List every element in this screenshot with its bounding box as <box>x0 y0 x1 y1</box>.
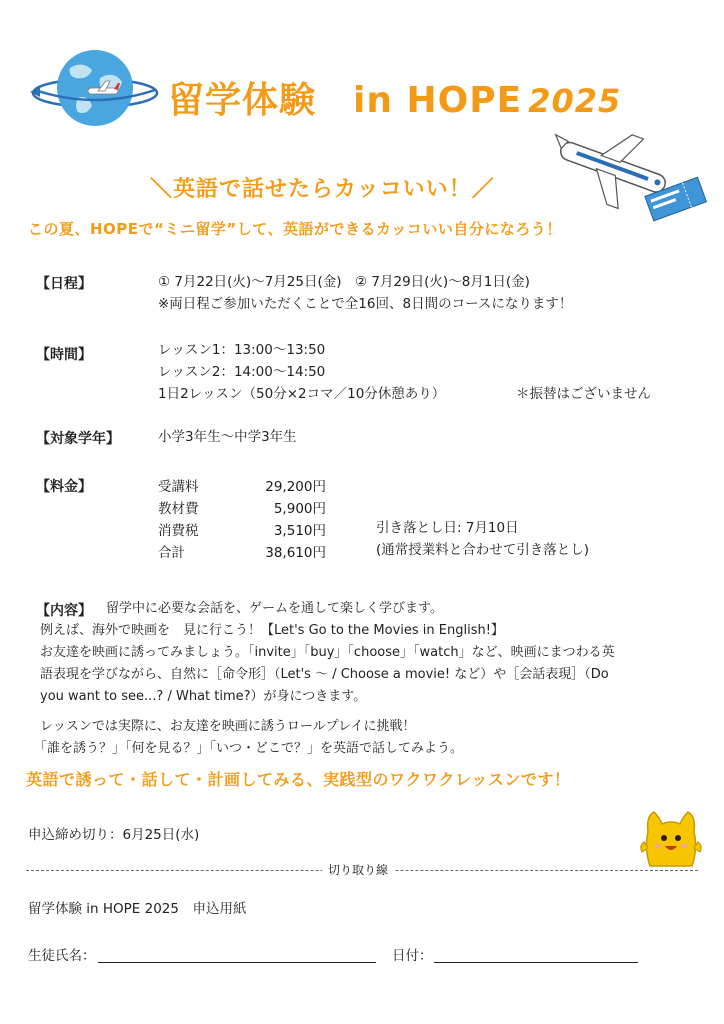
fee-amount: 3,510円 <box>273 523 326 539</box>
fee-row <box>158 519 199 539</box>
date-label: 日付： <box>392 948 433 964</box>
fee-amount: 29,200円 <box>265 479 326 495</box>
content-lead: 留学中に必要な会話を、ゲームを通して楽しく学びます。 <box>106 601 443 616</box>
page-title: 留学体験 in HOPE 2025 <box>168 80 622 121</box>
time-label: 【時間】 <box>36 347 92 363</box>
target-grade-value: 小学3年生〜中学3年生 <box>158 429 297 445</box>
fee-row <box>158 541 185 561</box>
closing-message: 英語で誘って・話して・計画してみる、実践型のワクワクレッスンです！ <box>26 770 571 789</box>
lesson-2-time: レッスン2：14:00〜14:50 <box>158 364 326 380</box>
fee-row <box>158 475 199 495</box>
debit-date: 引き落とし日: 7月10日 <box>376 520 519 536</box>
fee-label: 【料金】 <box>36 479 92 495</box>
fee-name: 合計 <box>158 545 185 561</box>
content-line: 「誰を誘う？」「何を見る？」「いつ・どこで？」を英語で話してみよう。 <box>34 741 464 756</box>
fee-row <box>158 497 199 517</box>
debit-note: (通常授業料と合わせて引き落とし) <box>376 542 590 558</box>
airplane-ticket-icon <box>548 128 718 228</box>
content-line: レッスンでは実際に、お友達を映画に誘うロールプレイに挑戦！ <box>40 719 416 734</box>
deadline: 申込締め切り：6月25日(水) <box>28 827 200 843</box>
cut-line-label: 切り取り線 <box>322 861 394 878</box>
fee-name: 消費税 <box>158 523 199 539</box>
target-grade-label: 【対象学年】 <box>36 431 120 447</box>
schedule-dates: ① 7月22日(火)〜7月25日(金) ② 7月29日(火)〜8月1日(金) <box>158 274 530 290</box>
schedule-note: ※両日程ご参加いただくことで全16回、8日間のコースになります！ <box>158 296 573 312</box>
content-line: お友達を映画に誘ってみましょう。「invite」「buy」「choose」「watch」など、映画にまつわる英 <box>40 645 615 660</box>
form-title: 留学体験 in HOPE 2025 申込用紙 <box>28 901 247 917</box>
student-name-field[interactable] <box>98 962 376 963</box>
fee-amount: 38,610円 <box>265 545 326 561</box>
no-makeup-note: ＊振替はございません <box>516 386 651 402</box>
fee-amount: 5,900円 <box>273 501 326 517</box>
lesson-1-time: レッスン1：13:00〜13:50 <box>158 342 326 358</box>
content-line: 語表現を学びながら、自然に［命令形］（Let's 〜 / Choose a movie! など）や［会話表現］（Do <box>40 667 609 682</box>
lesson-structure: 1日2レッスン（50分×2コマ／10分休憩あり） <box>158 386 446 402</box>
content-line: 例えば、海外で映画を 見に行こう！【Let's Go to the Movies in English!】 <box>40 623 504 638</box>
content-line: you want to see...? / What time?）が身につきます。 <box>40 689 367 704</box>
subtitle: この夏、HOPEで“ミニ留学”して、英語ができるカッコいい自分になろう！ <box>28 220 562 238</box>
fee-name: 教材費 <box>158 501 199 517</box>
globe-airplane-icon <box>30 48 160 138</box>
fee-name: 受講料 <box>158 479 199 495</box>
mascot-icon <box>638 808 704 870</box>
date-field[interactable] <box>434 962 638 963</box>
schedule-label: 【日程】 <box>36 276 92 292</box>
slogan: ＼英語で話せたらカッコいい！／ <box>150 177 495 202</box>
content-label: 【内容】 <box>36 603 92 619</box>
student-name-label: 生徒氏名： <box>28 948 96 964</box>
